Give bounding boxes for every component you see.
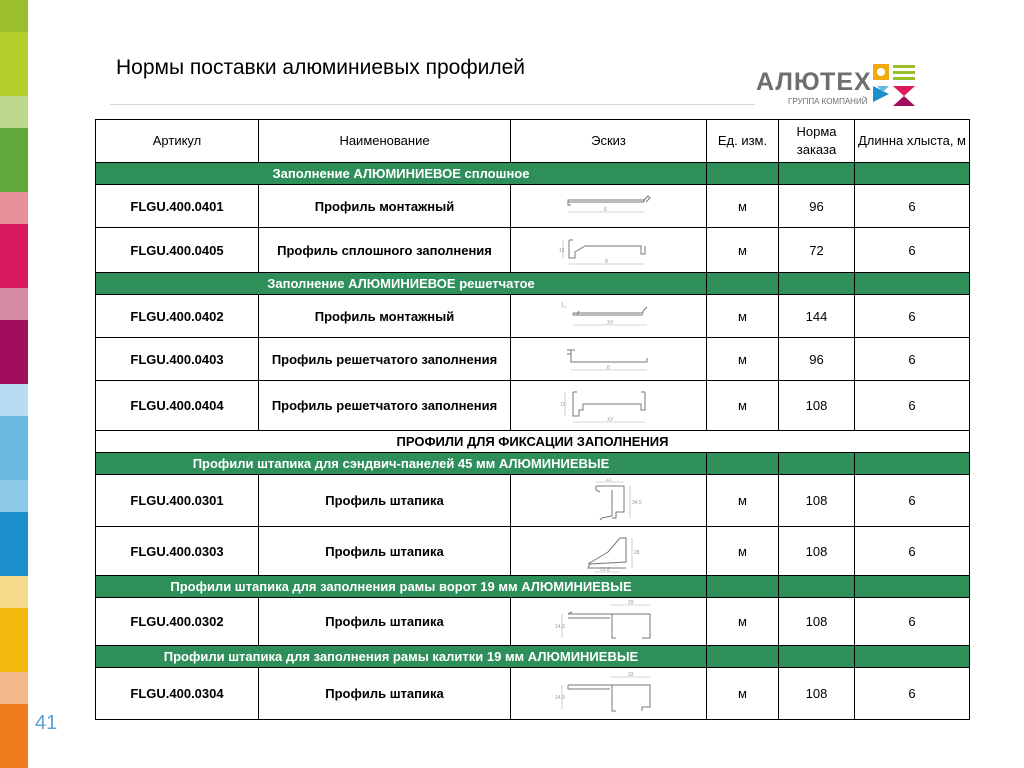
sketch-dim-label: 1 [560, 302, 564, 308]
page-number: 41 [35, 712, 58, 734]
cell-length: 6 [855, 598, 970, 646]
cell-length: 6 [855, 475, 970, 527]
cell-norm: 108 [779, 598, 855, 646]
table-row [96, 598, 970, 646]
cell-name: Профиль штапика [259, 668, 511, 720]
cell-name: Профиль монтажный [259, 185, 511, 228]
cell-unit: м [707, 598, 779, 646]
col-header-norm: Норма заказа [779, 120, 855, 163]
cell-name: Профиль штапика [259, 527, 511, 576]
sketch-dim-label: 28 [633, 550, 640, 556]
profile-sketch-icon [564, 192, 654, 220]
cell-code: FLGU.400.0304 [96, 668, 259, 720]
cell-unit: м [707, 527, 779, 576]
sketch-dim-label: ХУ [606, 416, 614, 423]
group-title: Профили штапика для заполнения рамы калитки 19 мм АЛЮМИНИЕВЫЕ [96, 646, 707, 668]
cell-unit: м [707, 668, 779, 720]
table-row [96, 668, 970, 720]
cell-unit: м [707, 185, 779, 228]
cell-name: Профиль штапика [259, 475, 511, 527]
table-row [96, 338, 970, 381]
cell-length: 6 [855, 527, 970, 576]
sketch-cell [511, 185, 707, 228]
sketch-dim-label: ХУ [606, 320, 614, 326]
profile-sketch-icon [559, 344, 659, 374]
col-header-name: Наименование [259, 120, 511, 163]
cell-code: FLGU.400.0404 [96, 381, 259, 431]
cell-name: Профиль монтажный [259, 295, 511, 338]
sketch-dim-label: 6 [603, 207, 607, 213]
title-divider [110, 104, 755, 105]
sketch-dim-label: 15 [559, 401, 566, 408]
col-header-unit: Ед. изм. [707, 120, 779, 163]
cell-length: 6 [855, 228, 970, 273]
cell-name: Профиль решетчатого заполнения [259, 338, 511, 381]
cell-name: Профиль решетчатого заполнения [259, 381, 511, 431]
cell-code: FLGU.400.0403 [96, 338, 259, 381]
sketch-dim-label: 29 [627, 599, 634, 606]
sketch-cell [511, 668, 707, 720]
table-row [96, 295, 970, 338]
cell-code: FLGU.400.0302 [96, 598, 259, 646]
page-title: Нормы поставки алюминиевых профилей [116, 56, 526, 79]
sketch-dim-label: 14.3 [554, 623, 565, 630]
cell-norm: 72 [779, 228, 855, 273]
table-row [96, 475, 970, 527]
group-title: Заполнение АЛЮМИНИЕВОЕ решетчатое [96, 273, 707, 295]
group-row [96, 646, 970, 668]
logo-subtitle: ГРУППА КОМПАНИЙ [788, 97, 868, 106]
cell-code: FLGU.400.0402 [96, 295, 259, 338]
profile-sketch-icon [554, 671, 664, 717]
table-row [96, 185, 970, 228]
cell-unit: м [707, 381, 779, 431]
group-title: Заполнение АЛЮМИНИЕВОЕ сплошное [96, 163, 707, 185]
cell-norm: 108 [779, 527, 855, 576]
sketch-cell [511, 338, 707, 381]
cell-length: 6 [855, 668, 970, 720]
cell-name: Профиль штапика [259, 598, 511, 646]
cell-name: Профиль сплошного заполнения [259, 228, 511, 273]
sketch-dim-label: 19.8 [599, 567, 610, 573]
cell-norm: 96 [779, 185, 855, 228]
sketch-dim-label: 15 [558, 248, 565, 254]
cell-code: FLGU.400.0301 [96, 475, 259, 527]
logo-wordmark: АЛЮТЕХ [756, 68, 872, 96]
cell-length: 6 [855, 185, 970, 228]
sketch-dim-label: 8 [604, 259, 608, 265]
group-row [96, 273, 970, 295]
cell-length: 6 [855, 381, 970, 431]
cell-length: 6 [855, 295, 970, 338]
col-header-sketch: Эскиз [511, 120, 707, 163]
group-title: Профили штапика для заполнения рамы ворот 19 мм АЛЮМИНИЕВЫЕ [96, 576, 707, 598]
section-title: ПРОФИЛИ ДЛЯ ФИКСАЦИИ ЗАПОЛНЕНИЯ [96, 431, 970, 453]
profile-sketch-icon [559, 386, 659, 426]
sketch-dim-label: 22 [605, 477, 612, 483]
profiles-table [95, 119, 970, 720]
cell-norm: 96 [779, 338, 855, 381]
cell-code: FLGU.400.0303 [96, 527, 259, 576]
cell-unit: м [707, 475, 779, 527]
sketch-cell [511, 381, 707, 431]
sketch-cell [511, 295, 707, 338]
sketch-dim-label: 34.5 [631, 499, 642, 506]
sketch-dim-label: 14.3 [554, 694, 565, 701]
cell-unit: м [707, 295, 779, 338]
col-header-length: Длинна хлыста, м [855, 120, 970, 163]
company-logo [752, 60, 922, 110]
cell-code: FLGU.400.0401 [96, 185, 259, 228]
sketch-dim-label: 33 [627, 671, 634, 678]
sketch-cell [511, 527, 707, 576]
cell-norm: 108 [779, 668, 855, 720]
table-header-row [96, 120, 970, 163]
col-header-code: Артикул [96, 120, 259, 163]
cell-code: FLGU.400.0405 [96, 228, 259, 273]
profile-sketch-icon [554, 600, 664, 644]
table-row [96, 381, 970, 431]
logo-mark-icon [871, 62, 917, 108]
group-row [96, 163, 970, 185]
cell-norm: 144 [779, 295, 855, 338]
profile-sketch-icon [559, 232, 659, 268]
table-row [96, 228, 970, 273]
side-color-stripes [0, 0, 28, 768]
profile-sketch-icon [564, 478, 654, 524]
sketch-cell [511, 598, 707, 646]
table-row [96, 527, 970, 576]
profile-sketch-icon [559, 301, 659, 331]
group-title: Профили штапика для сэндвич-панелей 45 мм АЛЮМИНИЕВЫЕ [96, 453, 707, 475]
section-row [96, 431, 970, 453]
cell-unit: м [707, 228, 779, 273]
group-row [96, 453, 970, 475]
group-row [96, 576, 970, 598]
sketch-cell [511, 228, 707, 273]
cell-norm: 108 [779, 381, 855, 431]
cell-norm: 108 [779, 475, 855, 527]
sketch-dim-label: 8 [606, 365, 610, 371]
sketch-cell [511, 475, 707, 527]
cell-unit: м [707, 338, 779, 381]
cell-length: 6 [855, 338, 970, 381]
profile-sketch-icon [564, 528, 654, 574]
